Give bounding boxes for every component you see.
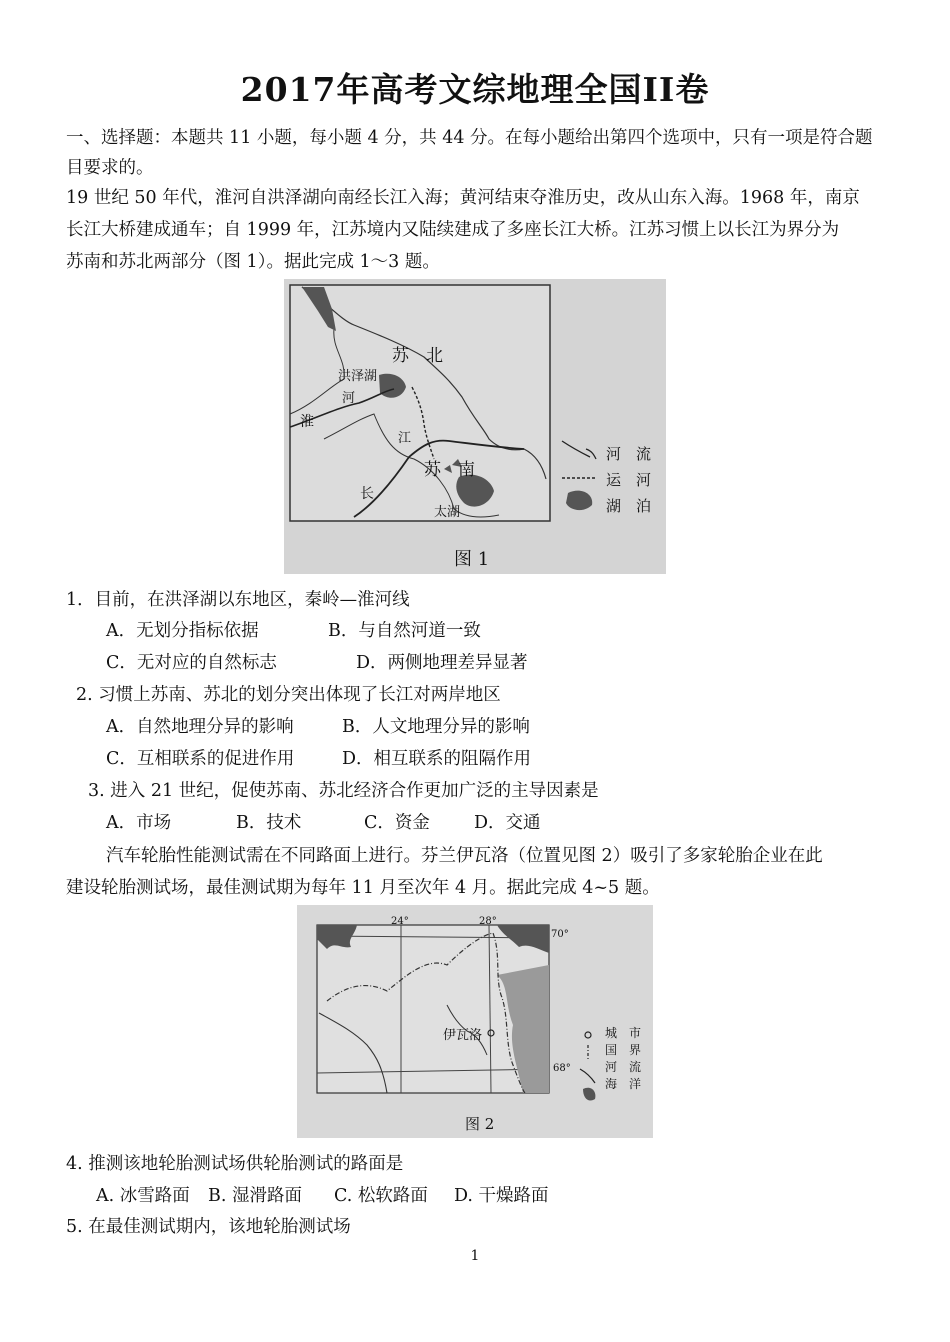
- label-jiang: 江: [398, 431, 412, 446]
- q2-option-d: D．相互联系的阻隔作用: [342, 749, 532, 769]
- q4-option-a: A. 冰雪路面: [96, 1186, 190, 1206]
- label-he: 河: [342, 391, 356, 406]
- q1-option-c: C．无对应的自然标志: [106, 653, 277, 673]
- q3-option-d: D．交通: [474, 813, 541, 833]
- figure-1-caption: 图 1: [454, 549, 490, 570]
- label-lon-28: 28°: [479, 916, 497, 927]
- q1-option-d: D．两侧地理差异显著: [356, 653, 528, 673]
- label-lon-24: 24°: [391, 916, 409, 927]
- legend-river-2: 河 流: [605, 1060, 642, 1074]
- intro-line-2: 目要求的。: [66, 158, 154, 178]
- label-subei: 苏 北: [392, 346, 443, 366]
- label-hongzehu: 洪泽湖: [338, 369, 378, 384]
- q1-option-a: A．无划分指标依据: [106, 621, 259, 641]
- label-huai: 淮: [300, 414, 314, 430]
- figure-1-map: [284, 279, 666, 574]
- q3-option-c: C．资金: [364, 813, 430, 833]
- q3-option-a: A．市场: [106, 813, 172, 833]
- label-sunan: 苏 南: [424, 460, 475, 480]
- q4-option-c: C. 松软路面: [334, 1186, 428, 1206]
- legend-sea: 海 洋: [605, 1077, 642, 1091]
- q2-option-b: B．人文地理分异的影响: [342, 717, 530, 737]
- passage1-line-1: 19 世纪 50 年代，淮河自洪泽湖向南经长江入海；黄河结束夺淮历史，改从山东入海。1968 年，南京: [66, 188, 860, 208]
- intro-line-1: 一、选择题：本题共 11 小题，每小题 4 分，共 44 分。在每小题给出第四个选项中，只有一项是符合题: [66, 128, 873, 148]
- legend-lake: 湖 泊: [606, 497, 652, 515]
- legend-canal: 运 河: [606, 471, 652, 489]
- q2-option-a: A．自然地理分异的影响: [106, 717, 294, 737]
- label-taihu: 太湖: [434, 505, 461, 520]
- q3-stem: 3. 进入 21 世纪，促使苏南、苏北经济合作更加广泛的主导因素是: [88, 781, 599, 801]
- q5-stem: 5. 在最佳测试期内，该地轮胎测试场: [66, 1217, 351, 1237]
- label-lat-70: 70°: [551, 929, 569, 940]
- label-chang: 长: [360, 486, 374, 502]
- figure-2-map: [297, 905, 653, 1138]
- figure-1-legend: [606, 441, 651, 519]
- passage2-line-2: 建设轮胎测试场，最佳测试期为每年 11 月至次年 4 月。据此完成 4~5 题。: [66, 878, 660, 898]
- figure-2-caption: 图 2: [465, 1115, 495, 1133]
- legend-river: 河 流: [606, 445, 652, 463]
- q2-option-c: C．互相联系的促进作用: [106, 749, 295, 769]
- ivalo-city-marker: [486, 1028, 496, 1038]
- passage1-line-2: 长江大桥建成通车；自 1999 年，江苏境内又陆续建成了多座长江大桥。江苏习惯上以长江为界分为: [66, 220, 840, 240]
- legend-border: 国 界: [605, 1043, 642, 1057]
- q4-stem: 4. 推测该地轮胎测试场供轮胎测试的路面是: [66, 1154, 404, 1174]
- passage2-line-1: 汽车轮胎性能测试需在不同路面上进行。芬兰伊瓦洛（位置见图 2）吸引了多家轮胎企业在此: [106, 846, 823, 866]
- label-city-ivalo: 伊瓦洛: [443, 1028, 483, 1043]
- q1-stem: 1．目前，在洪泽湖以东地区，秦岭—淮河线: [66, 590, 410, 610]
- q3-option-b: B．技术: [236, 813, 302, 833]
- q4-option-b: B. 湿滑路面: [208, 1186, 302, 1206]
- passage1-line-3: 苏南和苏北两部分（图 1）。据此完成 1～3 题。: [66, 252, 440, 272]
- q4-option-d: D. 干燥路面: [454, 1186, 549, 1206]
- legend-city: 城 市: [605, 1026, 642, 1040]
- q1-option-b: B．与自然河道一致: [328, 621, 481, 641]
- page-title: 2017年高考文综地理全国II卷: [240, 70, 710, 109]
- figure-2-legend: [605, 1025, 641, 1093]
- label-lat-68: 68°: [553, 1063, 571, 1074]
- page-number: 1: [470, 1248, 480, 1264]
- q2-stem: 2. 习惯上苏南、苏北的划分突出体现了长江对两岸地区: [76, 685, 501, 705]
